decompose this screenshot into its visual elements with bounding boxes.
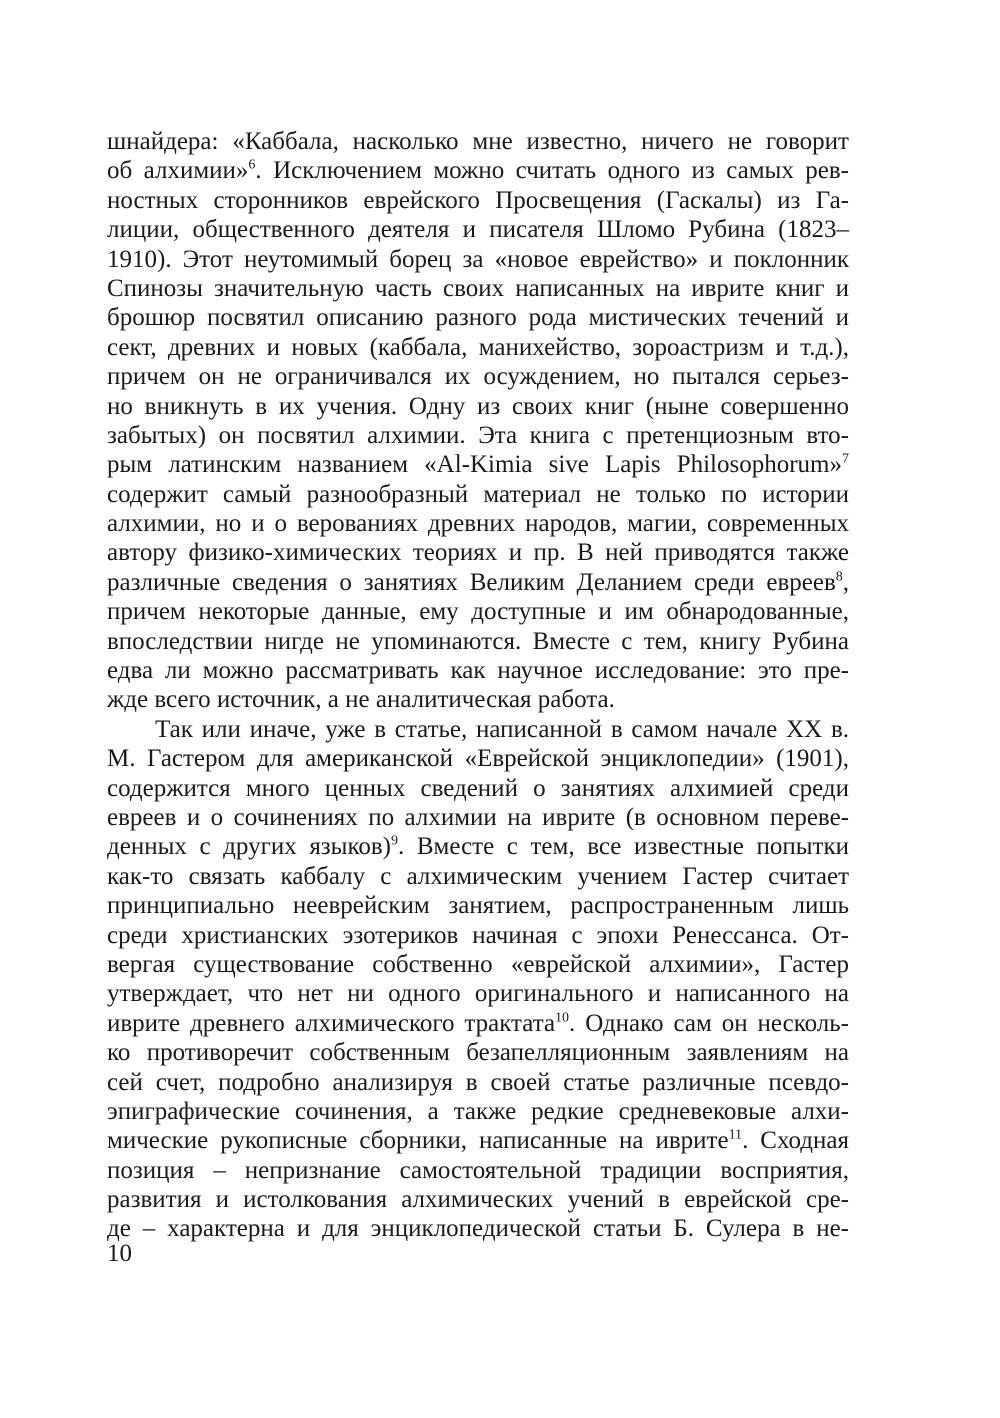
text-segment: сей счет, подробно анализируя в своей статье различные псевдо- [107, 1068, 849, 1096]
text-segment: забытых) он посвятил алхимии. Эта книга с претенциозным вто- [107, 421, 849, 449]
text-segment: 1910). Этот неутомимый борец за «новое еврейство» и поклонник [107, 245, 849, 273]
text-line [107, 303, 849, 332]
text-line [107, 891, 849, 920]
text-line [107, 744, 849, 773]
text-segment: среди христианских эзотериков начиная с эпохи Ренессанса. От- [107, 921, 849, 949]
text-line [107, 950, 849, 979]
text-segment: развития и истолкования алхимических учений в еврейской сре- [107, 1186, 849, 1214]
footnote-marker: 9 [391, 834, 398, 850]
text-line [107, 509, 849, 538]
text-segment: М. Гастером для американской «Еврейской энциклопедии» (1901), [107, 745, 849, 773]
text-segment: . Однако сам он несколь- [569, 1009, 849, 1037]
text-segment: алхимии, но и о верованиях древних народов, магии, современных [107, 510, 849, 538]
text-line [107, 186, 849, 215]
text-segment: позиция – непризнание самостоятельной традиции восприятия, [107, 1156, 849, 1184]
text-segment: содержится много ценных сведений о занятиях алхимией среди [107, 774, 849, 802]
text-line [107, 480, 849, 509]
text-segment: лиции, общественного деятеля и писателя Шломо Рубина (1823– [107, 216, 849, 244]
text-segment: как-то связать каббалу с алхимическим учением Гастер считает [107, 862, 849, 890]
text-line [107, 656, 849, 685]
text-line [107, 832, 849, 861]
text-line [107, 538, 849, 567]
text-segment: иврите древнего алхимического трактата [107, 1009, 556, 1037]
text-line [107, 245, 849, 274]
text-segment: содержит самый разнообразный материал не только по истории [107, 480, 849, 508]
text-segment: сект, древних и новых (каббала, манихейство, зороастризм и т.д.), [107, 333, 849, 361]
text-segment: принципиально нееврейским занятием, распространенным лишь [107, 892, 849, 920]
text-segment: автору физико-химических теориях и пр. В ней приводятся также [107, 539, 849, 567]
text-segment: . Сходная [742, 1127, 849, 1155]
text-segment: денных с других языков) [107, 833, 391, 861]
text-line [107, 333, 849, 362]
text-segment: об алхимии» [107, 157, 249, 185]
text-line [107, 450, 849, 479]
text-line [107, 1038, 849, 1067]
text-line [107, 1009, 849, 1038]
text-line [107, 1214, 849, 1243]
footnote-marker: 10 [555, 1010, 570, 1026]
text-line [107, 568, 849, 597]
footnote-marker: 6 [248, 158, 256, 174]
text-segment: утверждает, что нет ни одного оригинального и написанного на [107, 980, 849, 1008]
text-segment: впоследствии нигде не упоминаются. Вместе с тем, книгу Рубина [107, 627, 849, 655]
text-line [107, 803, 849, 832]
text-segment: эпиграфические сочинения, а также редкие средневековые алхи- [107, 1097, 849, 1125]
text-segment: . Вместе с тем, все известные попытки [398, 833, 849, 861]
text-segment: причем он не ограничивался их осуждением, но пытался серьез- [107, 363, 849, 391]
body-text [107, 127, 849, 1244]
text-segment: ко противоречит собственным безапелляционным заявлениям на [107, 1039, 849, 1067]
text-line [107, 921, 849, 950]
text-line [107, 1097, 849, 1126]
text-segment: де – характерна и для энциклопедической статьи Б. Сулера в не- [107, 1215, 849, 1243]
text-line [107, 1126, 849, 1155]
text-segment: мические рукописные сборники, написанные на иврите [107, 1127, 729, 1155]
text-segment: причем некоторые данные, ему доступные и им обнародованные, [107, 598, 849, 626]
text-segment: . Исключением можно считать одного из самых рев- [255, 157, 849, 185]
text-segment: ностных сторонников еврейского Просвещения (Гаскалы) из Га- [107, 186, 849, 214]
text-segment: вергая существование собственно «еврейской алхимии», Гастер [107, 950, 849, 978]
text-line [107, 1068, 849, 1097]
text-segment: брошюр посвятил описанию разного рода мистических течений и [107, 304, 849, 332]
text-line [107, 156, 849, 185]
text-line [107, 215, 849, 244]
text-line [107, 1156, 849, 1185]
text-line [107, 421, 849, 450]
footnote-marker: 7 [842, 451, 849, 467]
text-segment: едва ли можно рассматривать как научное исследование: это пре- [107, 657, 849, 685]
footnote-marker: 8 [835, 569, 843, 585]
text-line [107, 685, 849, 714]
text-segment: рым латинским названием «Al-Kimia sive Lapis Philosophorum» [107, 451, 842, 479]
text-segment: но вникнуть в их учения. Одну из своих книг (ныне совершенно [107, 392, 849, 420]
text-line [107, 274, 849, 303]
text-line [107, 1185, 849, 1214]
text-line [107, 627, 849, 656]
text-line [107, 979, 849, 1008]
text-line [107, 362, 849, 391]
text-segment: , [842, 568, 849, 596]
text-segment: различные сведения о занятиях Великим Деланием среди евреев [107, 568, 836, 596]
text-line [107, 862, 849, 891]
text-line [107, 774, 849, 803]
text-segment: жде всего источник, а не аналитическая работа. [107, 686, 615, 714]
page-number: 10 [107, 1240, 132, 1267]
text-segment: евреев и о сочинениях по алхимии на иврите (в основном переве- [107, 803, 849, 831]
text-line [107, 597, 849, 626]
footnote-marker: 11 [728, 1127, 743, 1143]
text-segment: Так или иначе, уже в статье, написанной в самом начале XX в. [155, 715, 849, 743]
text-segment: шнайдера: «Каббала, насколько мне известно, ничего не говорит [107, 128, 849, 155]
text-line [107, 127, 849, 156]
paragraph-first-line [107, 715, 849, 744]
text-line [107, 392, 849, 421]
text-segment: Спинозы значительную часть своих написанных на иврите книг и [107, 274, 849, 302]
